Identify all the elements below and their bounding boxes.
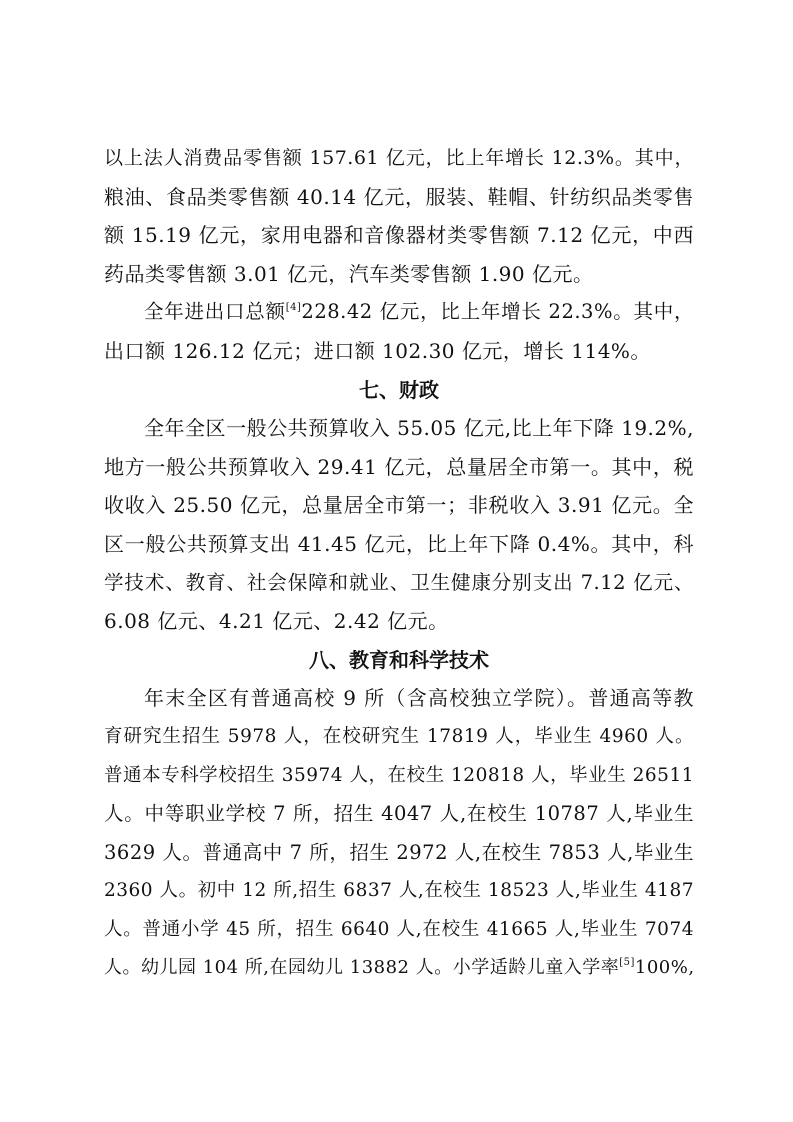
- paragraph-line: 以上法人消费品零售额 157.61 亿元，比上年增长 12.3%。其中，: [104, 147, 694, 169]
- paragraph-line: 人。中等职业学校 7 所，招生 4047 人,在校生 10787 人,毕业生: [104, 802, 694, 826]
- paragraph-line: 药品类零售额 3.01 亿元，汽车类零售额 1.90 亿元。: [104, 261, 594, 286]
- paragraph-line: [104, 293, 694, 332]
- paragraph-line: 人。普通小学 45 所，招生 6640 人,在校生 41665 人,毕业生 7074: [104, 918, 694, 940]
- paragraph-line: 2360 人。初中 12 所,招生 6837 人,在校生 18523 人,毕业生 4187: [104, 880, 694, 902]
- paragraph-line: 学技术、教育、社会保障和就业、卫生健康分别支出 7.12 亿元、: [104, 570, 694, 594]
- section-heading-finance: 七、财政: [359, 377, 439, 402]
- section-heading-education: 八、教育和科学技术: [309, 647, 489, 672]
- paragraph-line: 出口额 126.12 亿元；进口额 102.30 亿元，增长 114%。: [104, 338, 651, 363]
- paragraph-line: 粮油、食品类零售额 40.14 亿元，服装、鞋帽、针纺织品类零售: [104, 184, 694, 209]
- paragraph-line: 地方一般公共预算收入 29.41 亿元，总量居全市第一。其中，税: [104, 454, 694, 479]
- paragraph-line: 收收入 25.50 亿元，总量居全市第一；非税收入 3.91 亿元。全: [104, 493, 694, 518]
- document-body: [104, 139, 694, 988]
- paragraph-line: 3629 人。普通高中 7 所，招生 2972 人,在校生 7853 人,毕业生: [104, 840, 694, 864]
- paragraph-line: 普通本专科学校招生 35974 人，在校生 120818 人，毕业生 26511: [104, 764, 694, 786]
- paragraph-line: 6.08 亿元、4.21 亿元、2.42 亿元。: [104, 609, 449, 634]
- paragraph-line: 额 15.19 亿元，家用电器和音像器材类零售额 7.12 亿元，中西: [104, 223, 694, 248]
- paragraph-line: [104, 949, 694, 988]
- footnote-marker: [5]: [619, 957, 635, 969]
- paragraph-line: 全年全区一般公共预算收入 55.05 亿元,比上年下降 19.2%,: [144, 416, 694, 441]
- paragraph-line: 年末全区有普通高校 9 所（含高校独立学院）。普通高等教: [144, 686, 694, 711]
- paragraph-line: 育研究生招生 5978 人，在校研究生 17819 人，毕业生 4960 人。: [104, 725, 694, 747]
- paragraph-line: 区一般公共预算支出 41.45 亿元，比上年下降 0.4%。其中，科: [104, 531, 694, 556]
- text-run: 全年进出口总额: [144, 300, 286, 324]
- text-run: 100%,: [634, 957, 695, 979]
- text-run: 228.42 亿元，比上年增长 22.3%。其中，: [301, 300, 694, 324]
- footnote-marker: [4]: [285, 302, 302, 314]
- text-run: 人。幼儿园 104 所,在园幼儿 13882 人。小学适龄儿童入学率: [104, 957, 620, 979]
